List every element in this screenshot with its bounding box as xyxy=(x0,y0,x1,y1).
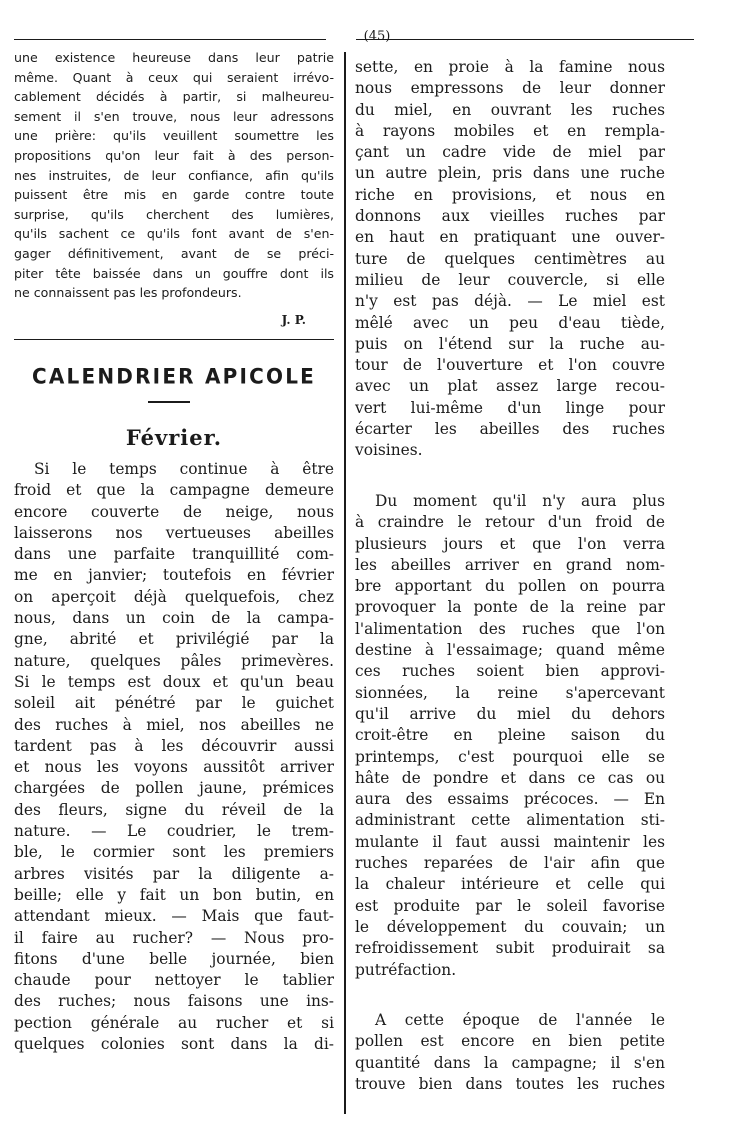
body-line: çant un cadre vide de miel par xyxy=(355,143,665,162)
body-line: sionnées, la reine s'apercevant xyxy=(355,683,665,702)
body-line: bre apportant du pollen on pourra xyxy=(355,577,665,596)
body-line: arbres visités par la diligente a- xyxy=(14,864,334,883)
body-line: trouve bien dans toutes les ruches xyxy=(355,1074,665,1093)
body-line: nous, dans un coin de la campa- xyxy=(14,609,334,628)
body-line: croit-être en pleine saison du xyxy=(355,726,665,745)
body-line: quelques colonies sont dans la di- xyxy=(14,1035,334,1054)
body-line: milieu de leur couvercle, si elle xyxy=(355,270,665,289)
body-line: l'alimentation des ruches que l'on xyxy=(355,619,665,638)
body-line: dans une parfaite tranquillité com- xyxy=(14,545,334,564)
body-line: à craindre le retour d'un froid de xyxy=(355,513,665,532)
body-line: écarter les abeilles des ruches xyxy=(355,420,665,439)
body-line: encore couverte de neige, nous xyxy=(14,502,334,521)
body-line: puis on l'étend sur la ruche au- xyxy=(355,334,665,353)
author-signature: J. P. xyxy=(281,313,306,327)
left-body-text xyxy=(14,459,334,1055)
body-line: nature. — Le coudrier, le trem- xyxy=(14,822,334,841)
intro-paragraph xyxy=(14,48,334,303)
intro-line: une prière: qu'ils veuillent soumettre les xyxy=(14,128,334,144)
body-line: mêlé avec un peu d'eau tiède, xyxy=(355,313,665,332)
body-line: ble, le cormier sont les premiers xyxy=(14,843,334,862)
body-line: le développement du couvain; un xyxy=(355,917,665,936)
body-line: on aperçoit déjà quelquefois, chez xyxy=(14,587,334,606)
body-line: ruches reparées de l'air afin que xyxy=(355,854,665,873)
body-line: froid et que la campagne demeure xyxy=(14,481,334,500)
intro-line: cablement décidés à partir, si malheureu- xyxy=(14,89,334,105)
body-line: attendant mieux. — Mais que faut- xyxy=(14,907,334,926)
intro-line: ne connaissent pas les profondeurs. xyxy=(14,285,242,301)
body-line: et nous les voyons aussitôt arriver xyxy=(14,758,334,777)
body-line: ture de quelques centimètres au xyxy=(355,249,665,268)
body-line: voisines. xyxy=(355,441,423,460)
body-line: pection générale au rucher et si xyxy=(14,1013,334,1032)
body-line: gne, abrité et privilégié par la xyxy=(14,630,334,649)
body-line: hâte de pondre et dans ce cas ou xyxy=(355,768,665,787)
body-line: qu'il arrive du miel du dehors xyxy=(355,704,665,723)
body-line: refroidissement subit produirait sa xyxy=(355,939,665,958)
intro-line: piter tête baissée dans un gouffre dont ils xyxy=(14,265,334,281)
body-line: vert lui-même d'un linge pour xyxy=(355,398,665,417)
header-rule-left xyxy=(14,39,326,40)
body-line: des ruches à miel, nos abeilles ne xyxy=(14,715,334,734)
body-line: fitons d'une belle journée, bien xyxy=(14,949,334,968)
right-paragraph-2 xyxy=(355,491,665,981)
body-line: il faire au rucher? — Nous pro- xyxy=(14,928,334,947)
title-dash xyxy=(148,401,190,403)
body-line: nous empressons de leur donner xyxy=(355,79,665,98)
body-line: administrant cette alimentation sti- xyxy=(355,811,665,830)
right-paragraph-3 xyxy=(355,1010,665,1095)
body-line: les abeilles arriver en grand nom- xyxy=(355,555,665,574)
body-line: plusieurs jours et que l'on verra xyxy=(355,534,665,553)
body-line: tardent pas à les découvrir aussi xyxy=(14,736,334,755)
body-line: me en janvier; toutefois en février xyxy=(14,566,334,585)
body-line: Si le temps continue à être xyxy=(34,460,334,478)
intro-line: une existence heureuse dans leur patrie xyxy=(14,50,334,65)
body-line: laisserons nos vertueuses abeilles xyxy=(14,523,334,542)
right-paragraph-1 xyxy=(355,57,665,462)
body-line: printemps, c'est pourquoi elle se xyxy=(355,747,665,766)
body-line: du miel, en ouvrant les ruches xyxy=(355,100,665,119)
body-line: en haut en pratiquant une ouver- xyxy=(355,228,665,247)
intro-line: nes instruites, de leur confiance, afin qu'ils xyxy=(14,167,334,183)
intro-line: gager définitivement, avant de se préci- xyxy=(14,245,334,261)
intro-line: même. Quant à ceux qui seraient irrévo- xyxy=(14,69,334,85)
intro-line: puissent être mis en garde contre toute xyxy=(14,187,334,203)
body-line: beille; elle y fait un bon butin, en xyxy=(14,885,334,904)
body-line: des fleurs, signe du réveil de la xyxy=(14,800,334,819)
body-line: nature, quelques pâles primevères. xyxy=(14,651,334,670)
body-line: sette, en proie à la famine nous xyxy=(355,58,665,76)
body-line: un autre plein, pris dans une ruche xyxy=(355,164,665,183)
body-line: mulante il faut aussi maintenir les xyxy=(355,832,665,851)
intro-line: surprise, qu'ils cherchent des lumières, xyxy=(14,206,334,222)
body-line: la chaleur intérieure et celle qui xyxy=(355,875,665,894)
body-line: provoquer la ponte de la reine par xyxy=(355,598,665,617)
body-line: Du moment qu'il n'y aura plus xyxy=(375,492,665,510)
article-separator xyxy=(14,339,334,340)
body-line: soleil ait pénétré par le guichet xyxy=(14,694,334,713)
intro-line: propositions qu'on leur fait à des person- xyxy=(14,147,334,163)
body-line: pollen est encore en bien petite xyxy=(355,1032,665,1051)
body-line: aura des essaims précoces. — En xyxy=(355,790,665,809)
body-line: chargées de pollen jaune, prémices xyxy=(14,779,334,798)
body-line: chaude pour nettoyer le tablier xyxy=(14,971,334,990)
body-line: destine à l'essaimage; quand même xyxy=(355,641,665,660)
body-line: n'y est pas déjà. — Le miel est xyxy=(355,292,665,311)
column-divider xyxy=(344,52,346,1114)
header-rule-right xyxy=(356,39,694,40)
body-line: donnons aux vieilles ruches par xyxy=(355,207,665,226)
intro-line: qu'ils sachent ce qu'ils font avant de s'en- xyxy=(14,226,334,242)
body-line: A cette époque de l'année le xyxy=(375,1011,665,1029)
body-line: est produite par le soleil favorise xyxy=(355,896,665,915)
subsection-title: Février. xyxy=(125,425,223,450)
body-line: tour de l'ouverture et l'on couvre xyxy=(355,356,665,375)
body-line: à rayons mobiles et en rempla- xyxy=(355,121,665,140)
body-line: Si le temps est doux et qu'un beau xyxy=(14,672,334,691)
body-line: ces ruches soient bien approvi- xyxy=(355,662,665,681)
body-line: avec un plat assez large recou- xyxy=(355,377,665,396)
page-number: (45) xyxy=(363,29,391,44)
section-title: CALENDRIER APICOLE xyxy=(31,363,317,389)
body-line: quantité dans la campagne; il s'en xyxy=(355,1053,665,1072)
body-line: putréfaction. xyxy=(355,960,457,979)
intro-line: sement il s'en trouve, nous leur adressons xyxy=(14,108,334,124)
body-line: des ruches; nous faisons une ins- xyxy=(14,992,334,1011)
body-line: riche en provisions, et nous en xyxy=(355,185,665,204)
